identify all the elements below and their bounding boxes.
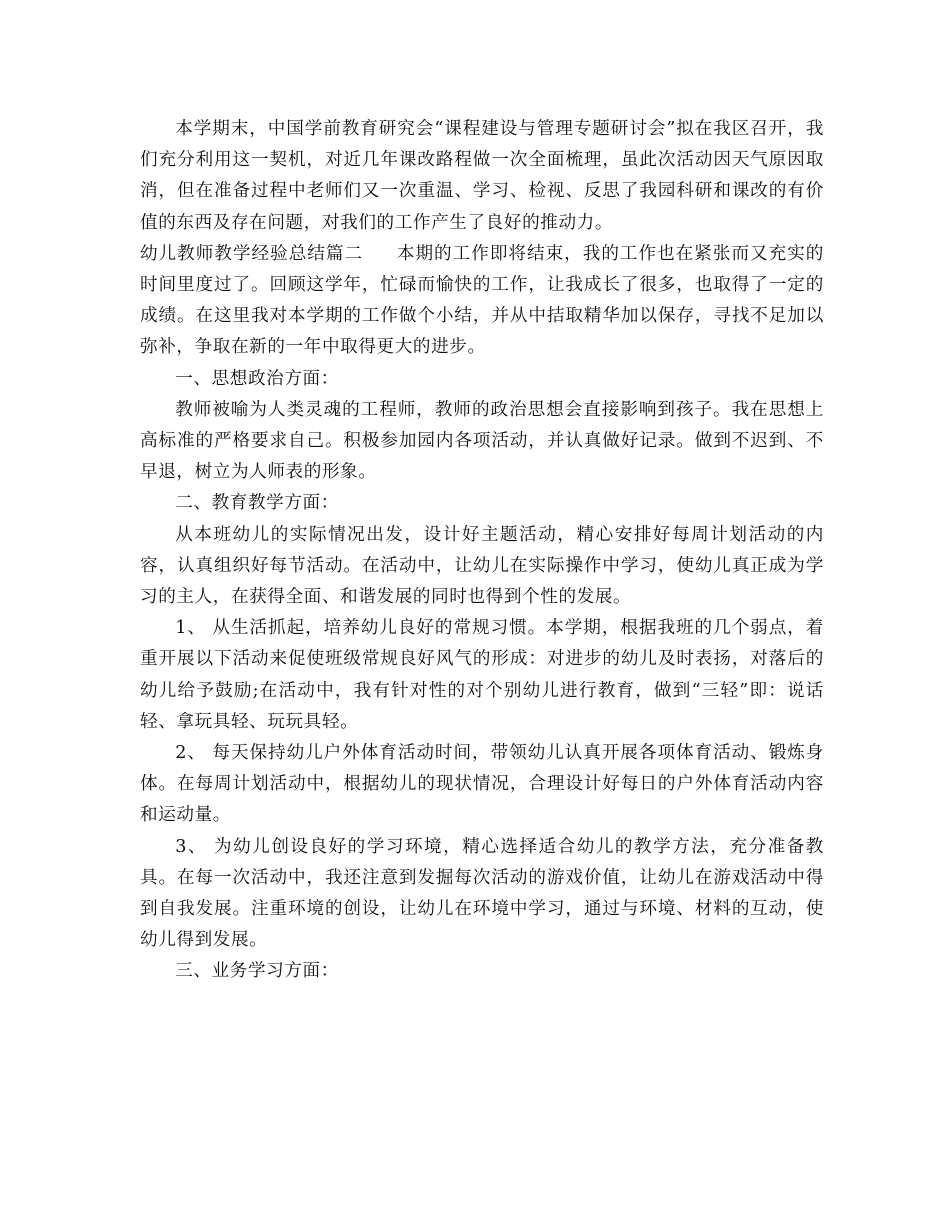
heading-teaching: 二、教育教学方面： xyxy=(175,493,339,514)
section-two-text: 本期的工作即将结束，我的工作也在紧张而又充实的时间里度过了。回顾这学年，忙碌而愉快的工作，让我成长了很多，也取得了一定的成绩。在这里我对本学期的工作做个小结，并从中拮取精华加以保存，寻找不足加以弥补，争取在新的一年中取得更大的进步。 xyxy=(140,243,824,358)
paragraph-political: 教师被喻为人类灵魂的工程师，教师的政治思想会直接影响到孩子。我在思想上高标准的严格要求自己。积极参加园内各项活动，并认真做好记录。做到不迟到、不早退，树立为人师表的形象。 xyxy=(140,399,824,483)
paragraph-item-3: 3、 为幼儿创设良好的学习环境，精心选择适合幼儿的教学方法，充分准备教具。在每一次活动中，我还注意到发掘每次活动的游戏价值，让幼儿在游戏活动中得到自我发展。注重环境的创设，让幼儿在环境中学习，通过与环境、材料的互动，使幼儿得到发展。 xyxy=(140,836,824,951)
section-title: 幼儿教师教学经验总结篇二 xyxy=(140,243,364,264)
document-body xyxy=(140,114,824,988)
paragraph-teaching: 从本班幼儿的实际情况出发，设计好主题活动，精心安排好每周计划活动的内容，认真组织好每节活动。在活动中，让幼儿在实际操作中学习，使幼儿真正成为学习的主人，在获得全面、和谐发展的同时也得到个性的发展。 xyxy=(140,524,824,608)
paragraph-intro: 本学期末，中国学前教育研究会“课程建设与管理专题研讨会”拟在我区召开，我们充分利用这一契机，对近几年课改路程做一次全面梳理，虽此次活动因天气原因取消，但在准备过程中老师们又一次重温、学习、检视、反思了我园科研和课改的有价值的东西及存在问题，对我们的工作产生了良好的推动力。 xyxy=(140,119,824,233)
heading-political: 一、思想政治方面： xyxy=(175,368,339,389)
heading-study: 三、业务学习方面： xyxy=(175,961,339,982)
paragraph-item-2: 2、 每天保持幼儿户外体育活动时间，带领幼儿认真开展各项体育活动、锻炼身体。在每周计划活动中，根据幼儿的现状情况，合理设计好每日的户外体育活动内容和运动量。 xyxy=(140,743,824,826)
paragraph-item-1: 1、 从生活抓起，培养幼儿良好的常规习惯。本学期，根据我班的几个弱点，着重开展以下活动来促使班级常规良好风气的形成：对进步的幼儿及时表扬，对落后的幼儿给予鼓励;在活动中，我有针对性的对个别幼儿进行教育，做到“三轻”即：说话轻、拿玩具轻、玩玩具轻。 xyxy=(140,618,824,732)
paragraph-section-two xyxy=(140,239,824,364)
